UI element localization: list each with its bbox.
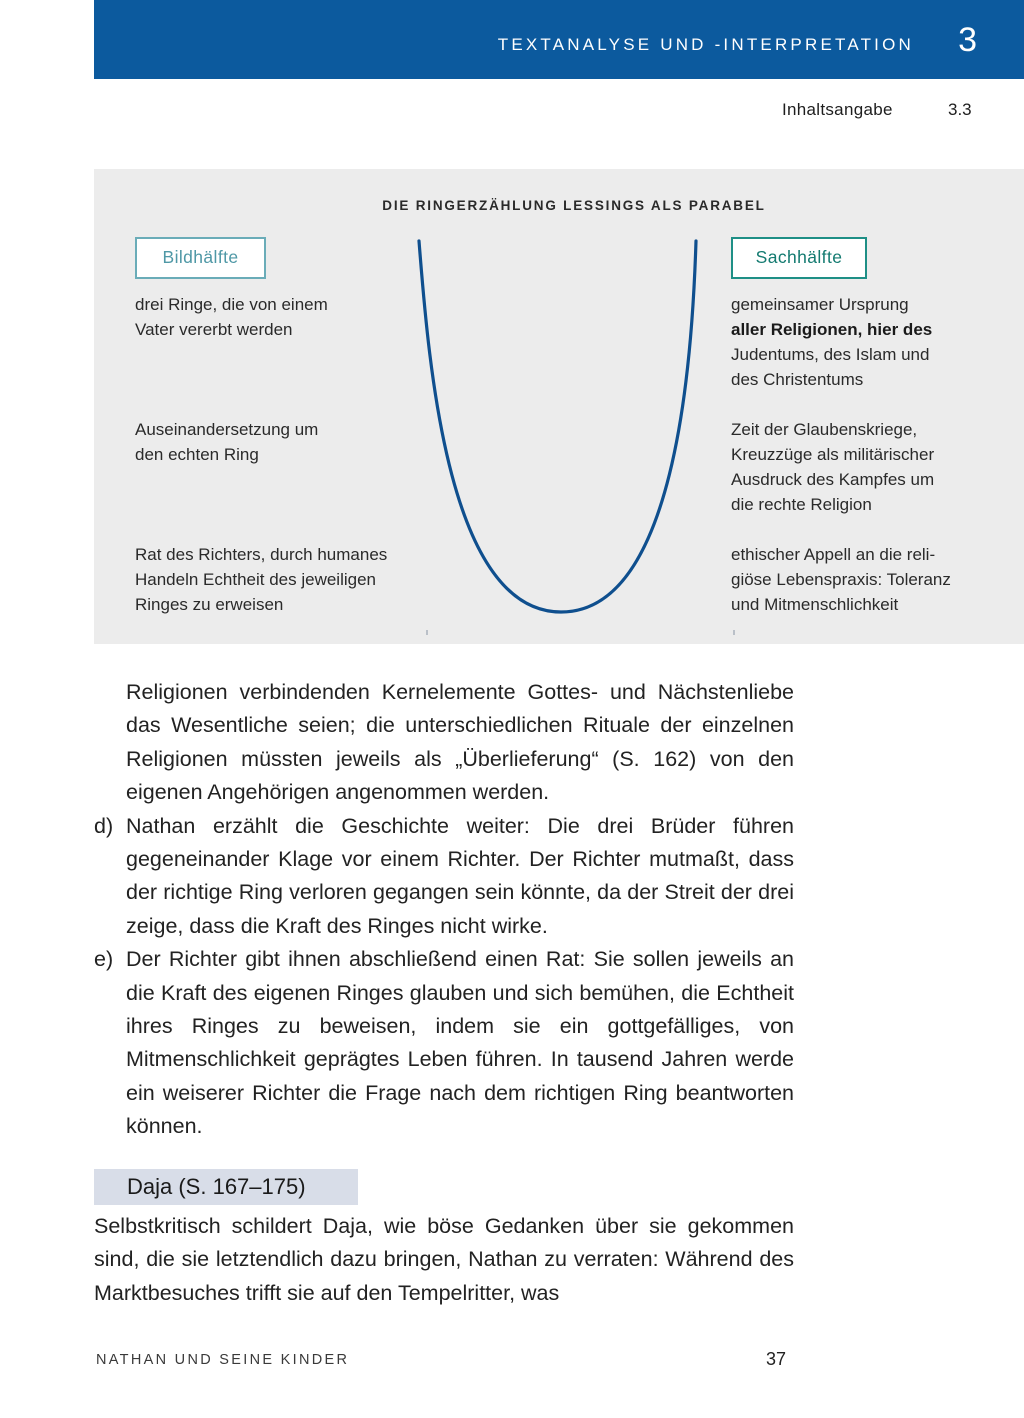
parabola-line (419, 241, 696, 612)
sachhaelfte-label: Sachhälfte (731, 237, 867, 279)
daja-text: Selbstkritisch schildert Daja, wie böse Gedanken über sie gekommen sind, die sie letztendlich dazu bringen, Nathan zu verraten: Während des Marktbesuches trifft sie auf den Tempelritter, was (94, 1214, 794, 1305)
left-item-rings: drei Ringe, die von einem Vater vererbt werden (135, 295, 328, 339)
chapter-title: TEXTANALYSE UND -INTERPRETATION (497, 35, 914, 54)
list-text-e: Der Richter gibt ihnen abschließend einen Rat: Sie sollen jeweils an die Kraft des eigenen Ringes glauben und sich bemühen, die Echtheit ihres Ringes zu beweisen, indem sie ein gottgefälliges, von Mitmenschlichkeit geprägtes Leben führen. In tausend Jahren werde ein weiserer Richter die Frage nach dem richtigen Ring beantworten können. (126, 947, 794, 1139)
page-number: 37 (766, 1349, 787, 1369)
daja-paragraph (94, 1210, 794, 1310)
section-number: 3.3 (948, 100, 972, 119)
list-text-d: Nathan erzählt die Geschichte weiter: Die drei Brüder führen gegeneinander Klage vor einem Richter. Der Richter mutmaßt, dass der richtige Ring verloren gegangen sein könnte, da der Streit der drei zeige, dass die Kraft des Ringes nicht wirke. (126, 813, 794, 938)
list-item-d (94, 810, 794, 944)
list-marker-d: d) (94, 813, 114, 838)
right-item-origin: gemeinsamer Ursprung aller Religionen, hier des Judentums, des Islam und des Christentums (731, 295, 933, 389)
list-item-e (94, 943, 794, 1143)
daja-subheading: Daja (S. 167–175) (94, 1169, 358, 1205)
body-text-list (94, 676, 794, 1144)
footer-book-title: NATHAN UND SEINE KINDER (96, 1352, 350, 1368)
left-item-dispute: Auseinandersetzung um den echten Ring (135, 420, 319, 464)
chapter-number: 3 (958, 21, 977, 59)
diagram-title: DIE RINGERZÄHLUNG LESSINGS ALS PARABEL (382, 198, 766, 213)
left-item-judge-advice: Rat des Richters, durch humanes Handeln Echtheit des jeweiligen Ringes zu erweisen (135, 545, 388, 614)
chapter-header-bar (94, 0, 1024, 79)
parable-diagram (94, 169, 1024, 644)
paragraph-c-continuation: Religionen verbindenden Kernelemente Gottes- und Nächstenliebe das Wesentliche seien; die unterschiedlichen Rituale der einzelnen Religionen müssten jeweils als „Überlieferung“ (S. 162) von den eigenen Angehörigen angenommen werden. (126, 680, 794, 805)
right-item-ethics: ethischer Appell an die reli- giöse Lebenspraxis: Toleranz und Mitmenschlichkeit (731, 545, 951, 614)
right-item-crusades: Zeit der Glaubenskriege, Kreuzzüge als militärischer Ausdruck des Kampfes um die rechte Religion (731, 420, 935, 514)
bildhaelfte-label: Bildhälfte (135, 237, 266, 279)
list-marker-e: e) (94, 947, 114, 972)
section-name: Inhaltsangabe (782, 100, 893, 119)
